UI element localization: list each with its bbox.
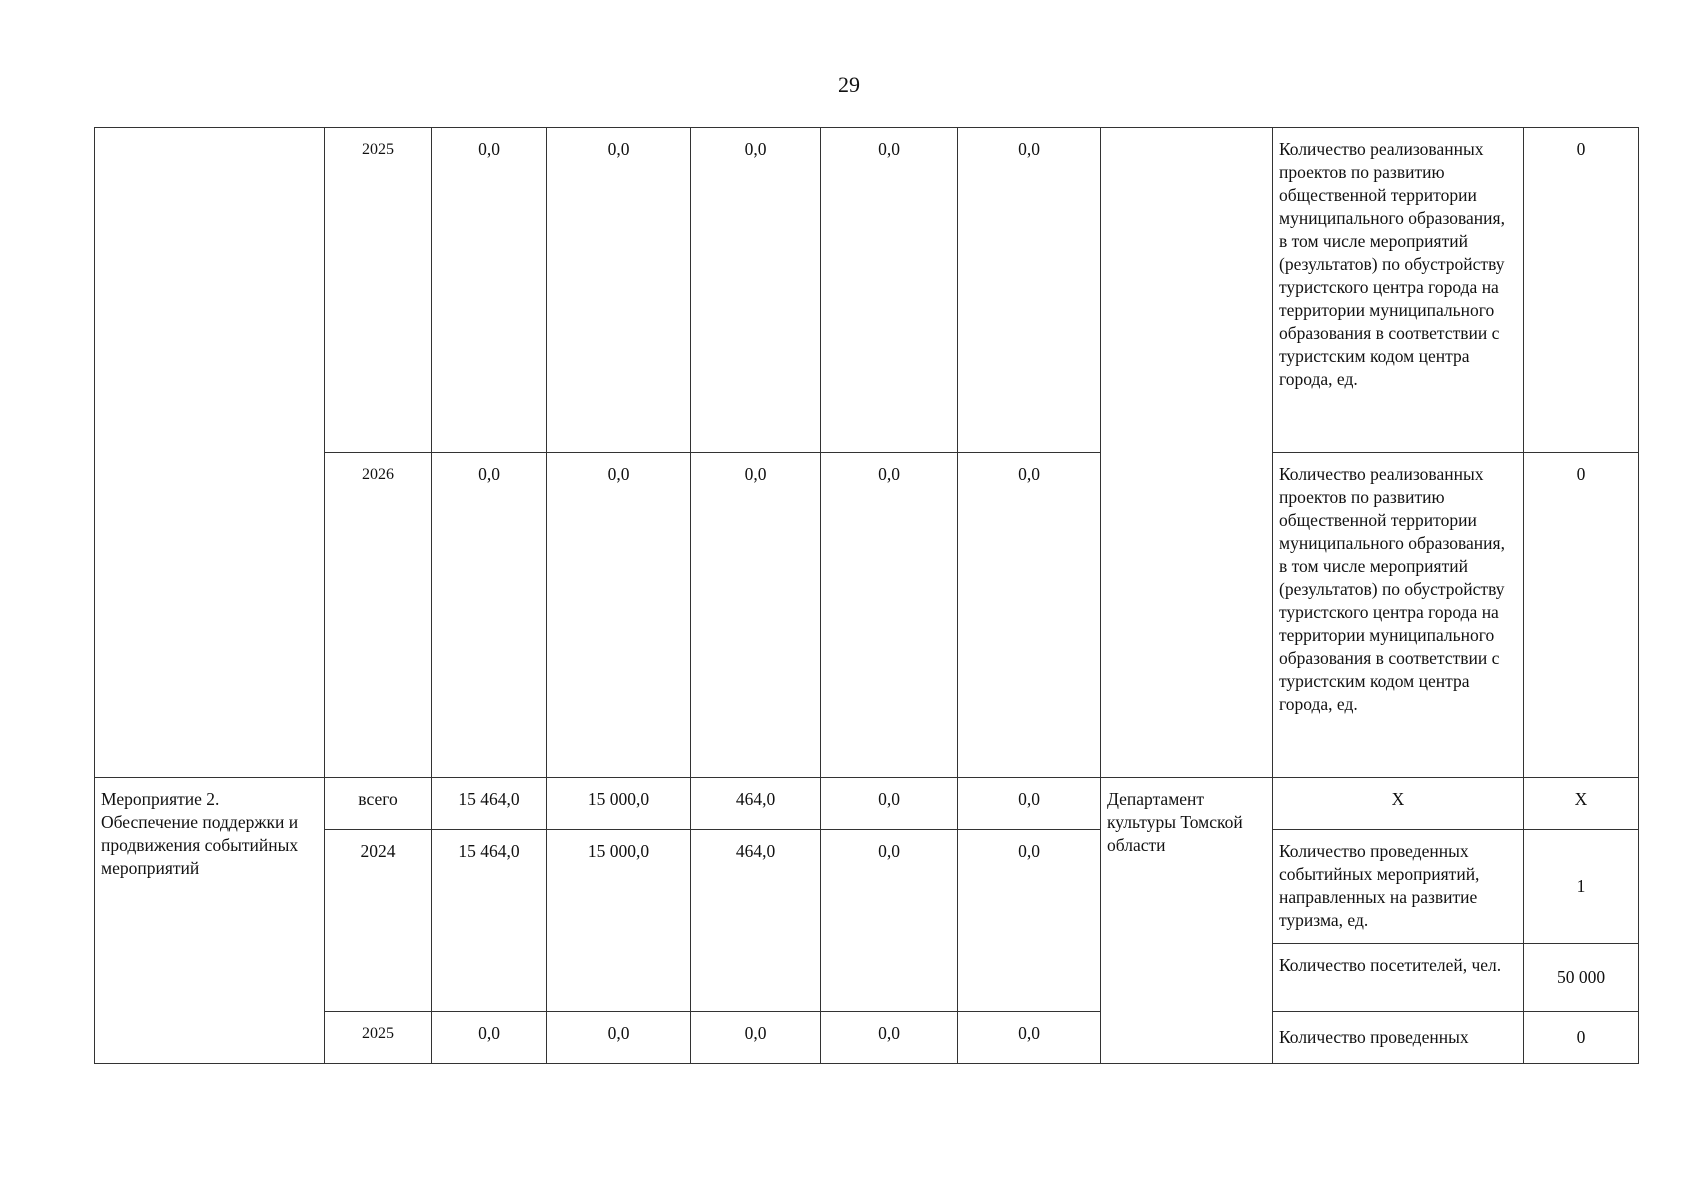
amount-federal-cell: 0,0 [547, 128, 691, 453]
amount-local-cell: 0,0 [821, 778, 958, 830]
amount-regional-cell: 464,0 [691, 830, 821, 1012]
indicator-cell: Количество реализованных проектов по развитию общественной территории муниципального образования, в том числе мероприятий (результатов) по обустройству туристского центра города на территории муниципального образования в соответствии с туристским кодом центра города, ед. [1273, 453, 1524, 778]
amount-regional-cell: 0,0 [691, 453, 821, 778]
indicator-cell: Количество посетителей, чел. [1273, 944, 1524, 1012]
indicator-value-cell: 1 [1524, 830, 1639, 944]
amount-other-cell: 0,0 [958, 128, 1101, 453]
table-row [95, 453, 1639, 778]
amount-other-cell: 0,0 [958, 453, 1101, 778]
page-number: 29 [838, 72, 860, 97]
amount-regional-cell: 0,0 [691, 1012, 821, 1064]
table-row [95, 1012, 1639, 1064]
amount-local-cell: 0,0 [821, 830, 958, 1012]
year-cell: всего [325, 778, 432, 830]
indicator-cell: Х [1273, 778, 1524, 830]
measure-name-cell: Мероприятие 2. Обеспечение поддержки и продвижения событийных мероприятий [95, 778, 325, 1064]
indicator-value-cell: 50 000 [1524, 944, 1639, 1012]
executor-cell: Департамент культуры Томской области [1101, 778, 1273, 1064]
amount-local-cell: 0,0 [821, 128, 958, 453]
amount-federal-cell: 15 000,0 [547, 778, 691, 830]
program-table [94, 127, 1639, 1064]
amount-federal-cell: 0,0 [547, 453, 691, 778]
indicator-value-cell: Х [1524, 778, 1639, 830]
amount-other-cell: 0,0 [958, 1012, 1101, 1064]
amount-federal-cell: 0,0 [547, 1012, 691, 1064]
year-cell: 2026 [325, 453, 432, 778]
amount-total-cell: 0,0 [432, 1012, 547, 1064]
amount-local-cell: 0,0 [821, 453, 958, 778]
executor-cell-empty [1101, 128, 1273, 778]
indicator-cell: Количество проведенных [1273, 1012, 1524, 1064]
amount-total-cell: 15 464,0 [432, 778, 547, 830]
amount-total-cell: 15 464,0 [432, 830, 547, 1012]
year-cell: 2024 [325, 830, 432, 1012]
amount-regional-cell: 464,0 [691, 778, 821, 830]
amount-other-cell: 0,0 [958, 830, 1101, 1012]
amount-other-cell: 0,0 [958, 778, 1101, 830]
indicator-value-cell: 0 [1524, 128, 1639, 453]
table-row [95, 128, 1639, 453]
table-row [95, 778, 1639, 830]
amount-total-cell: 0,0 [432, 453, 547, 778]
indicator-cell: Количество проведенных событийных мероприятий, направленных на развитие туризма, ед. [1273, 830, 1524, 944]
amount-total-cell: 0,0 [432, 128, 547, 453]
year-cell: 2025 [325, 128, 432, 453]
indicator-value-cell: 0 [1524, 453, 1639, 778]
indicator-cell: Количество реализованных проектов по развитию общественной территории муниципального образования, в том числе мероприятий (результатов) по обустройству туристского центра города на территории муниципального образования в соответствии с туристским кодом центра города, ед. [1273, 128, 1524, 453]
table-row [95, 830, 1639, 944]
amount-regional-cell: 0,0 [691, 128, 821, 453]
measure-name-cell-empty [95, 128, 325, 778]
amount-local-cell: 0,0 [821, 1012, 958, 1064]
year-cell: 2025 [325, 1012, 432, 1064]
amount-federal-cell: 15 000,0 [547, 830, 691, 1012]
indicator-value-cell: 0 [1524, 1012, 1639, 1064]
